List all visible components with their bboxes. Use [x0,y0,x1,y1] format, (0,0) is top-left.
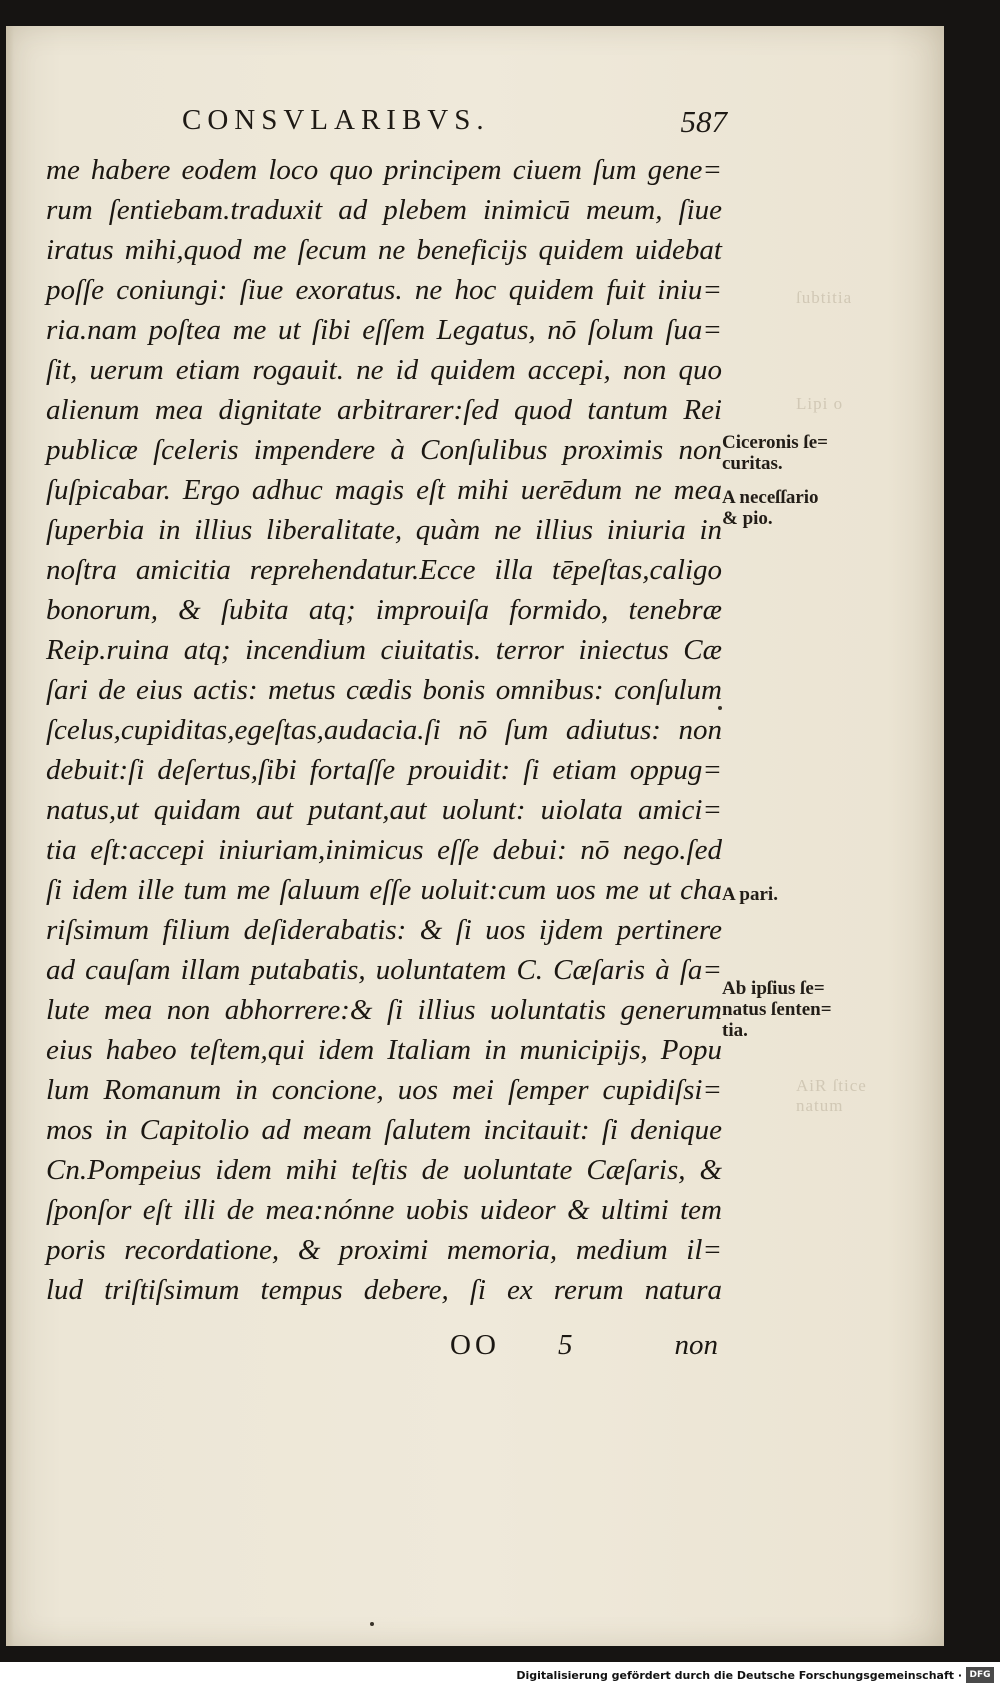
show-through-text: Lipi o [796,394,844,413]
ink-speck [370,1622,374,1626]
margin-note-line: natus ſenten= [722,999,832,1020]
text-line: lute mea non abhorrere:& ſi illius uoluntatis generum [46,994,722,1026]
text-line: ad cauſam illam putabatis, uoluntatem C. Cæſaris à ſa= [46,954,722,986]
margin-note-line: tia. [722,1020,748,1041]
text-line: ſit, uerum etiam rogauit. ne id quidem accepi, non quo [46,354,722,386]
text-line: rum ſentiebam.traduxit ad plebem inimicū meum, ſiue [46,194,722,226]
margin-note [722,884,862,905]
text-line: lud triſtiſsimum tempus debere, ſi ex rerum natura [46,1274,722,1306]
body-text [46,150,722,1310]
text-line: tia eſt:accepi iniuriam,inimicus eſſe debui: nō nego.ſed [46,834,722,866]
running-header [182,104,727,144]
text-line: bonorum, & ſubita atq; improuiſa formido, tenebræ [46,594,722,626]
text-line: ria.nam poſtea me ut ſibi eſſem Legatus, nō ſolum ſua= [46,314,722,346]
text-line: lum Romanum in concione, uos mei ſemper cupidiſsi= [46,1074,722,1106]
text-line: ſi idem ille tum me ſaluum eſſe uoluit:cum uos me ut cha [46,874,722,906]
text-line: poris recordatione, & proximi memoria, medium il= [46,1234,722,1266]
text-line: alienum mea dignitate arbitrarer:ſed quod tantum Rei [46,394,722,426]
show-through-text: AiR ſtice natum [796,1076,867,1115]
text-line: Reip.ruina atq; incendium ciuitatis. terror iniectus Cæ [46,634,722,666]
signature-mark: OO [450,1329,500,1361]
ink-speck [718,706,722,710]
margin-note [722,487,862,529]
text-line: ſari de eius actis: metus cædis bonis omnibus: conſulum [46,674,722,706]
text-line: mos in Capitolio ad meam ſalutem incitauit: ſi denique [46,1114,722,1146]
text-line: ſcelus,cupiditas,egeſtas,audacia.ſi nō ſum adiutus: non [46,714,722,746]
margin-note-line: A pari. [722,884,778,905]
text-line: poſſe coniungi: ſiue exoratus. ne hoc quidem fuit iniu= [46,274,722,306]
margin-note [722,978,862,1041]
signature-number: 5 [558,1329,573,1361]
footer-bar [0,1662,1000,1694]
margin-note-line: A neceſſario [722,487,819,508]
page-gutter-shadow [6,26,14,1646]
text-line: riſsimum filium deſiderabatis: & ſi uos iјdem pertinere [46,914,722,946]
margin-note-line: curitas. [722,453,783,474]
text-line: ſuperbia in illius liberalitate, quàm ne illius iniuria in [46,514,722,546]
funding-credit: Digitalisierung gefördert durch die Deutsche Forschungsgemeinschaft · [516,1669,962,1682]
margin-note-line: Ciceronis ſe= [722,432,828,453]
text-line: debuit:ſi deſertus,ſibi fortaſſe prouidit: ſi etiam oppug= [46,754,722,786]
text-line: ſponſor eſt illi de mea:nónne uobis uideor & ultimi tem [46,1194,722,1226]
text-line: natus,ut quidam aut putant,aut uolunt: uiolata amici= [46,794,722,826]
margin-note-line: Ab ipſius ſe= [722,978,825,999]
text-line: ſuſpicabar. Ergo adhuc magis eſt mihi uerēdum ne mea [46,474,722,506]
text-line: noſtra amicitia reprehendatur.Ecce illa tēpeſtas,caligo [46,554,722,586]
catchline [450,1329,718,1369]
text-line: eius habeo teſtem,qui idem Italiam in municipijs, Popu [46,1034,722,1066]
text-line: me habere eodem loco quo principem ciuem ſum gene= [46,154,722,186]
text-line: iratus mihi,quod me ſecum ne beneficijs quidem uidebat [46,234,722,266]
margin-note-line: & pio. [722,508,773,529]
catchword: non [674,1329,718,1361]
show-through-text: ſubtitia [796,288,853,307]
dfg-logo: DFG [966,1667,994,1683]
text-line: publicæ ſceleris impendere à Conſulibus proximis non [46,434,722,466]
text-line: Cn.Pompeius idem mihi teſtis de uoluntate Cæſaris, & [46,1154,722,1186]
margin-note [722,432,862,474]
page-number: 587 [680,104,727,139]
running-title: CONSVLARIBVS. [182,104,490,136]
